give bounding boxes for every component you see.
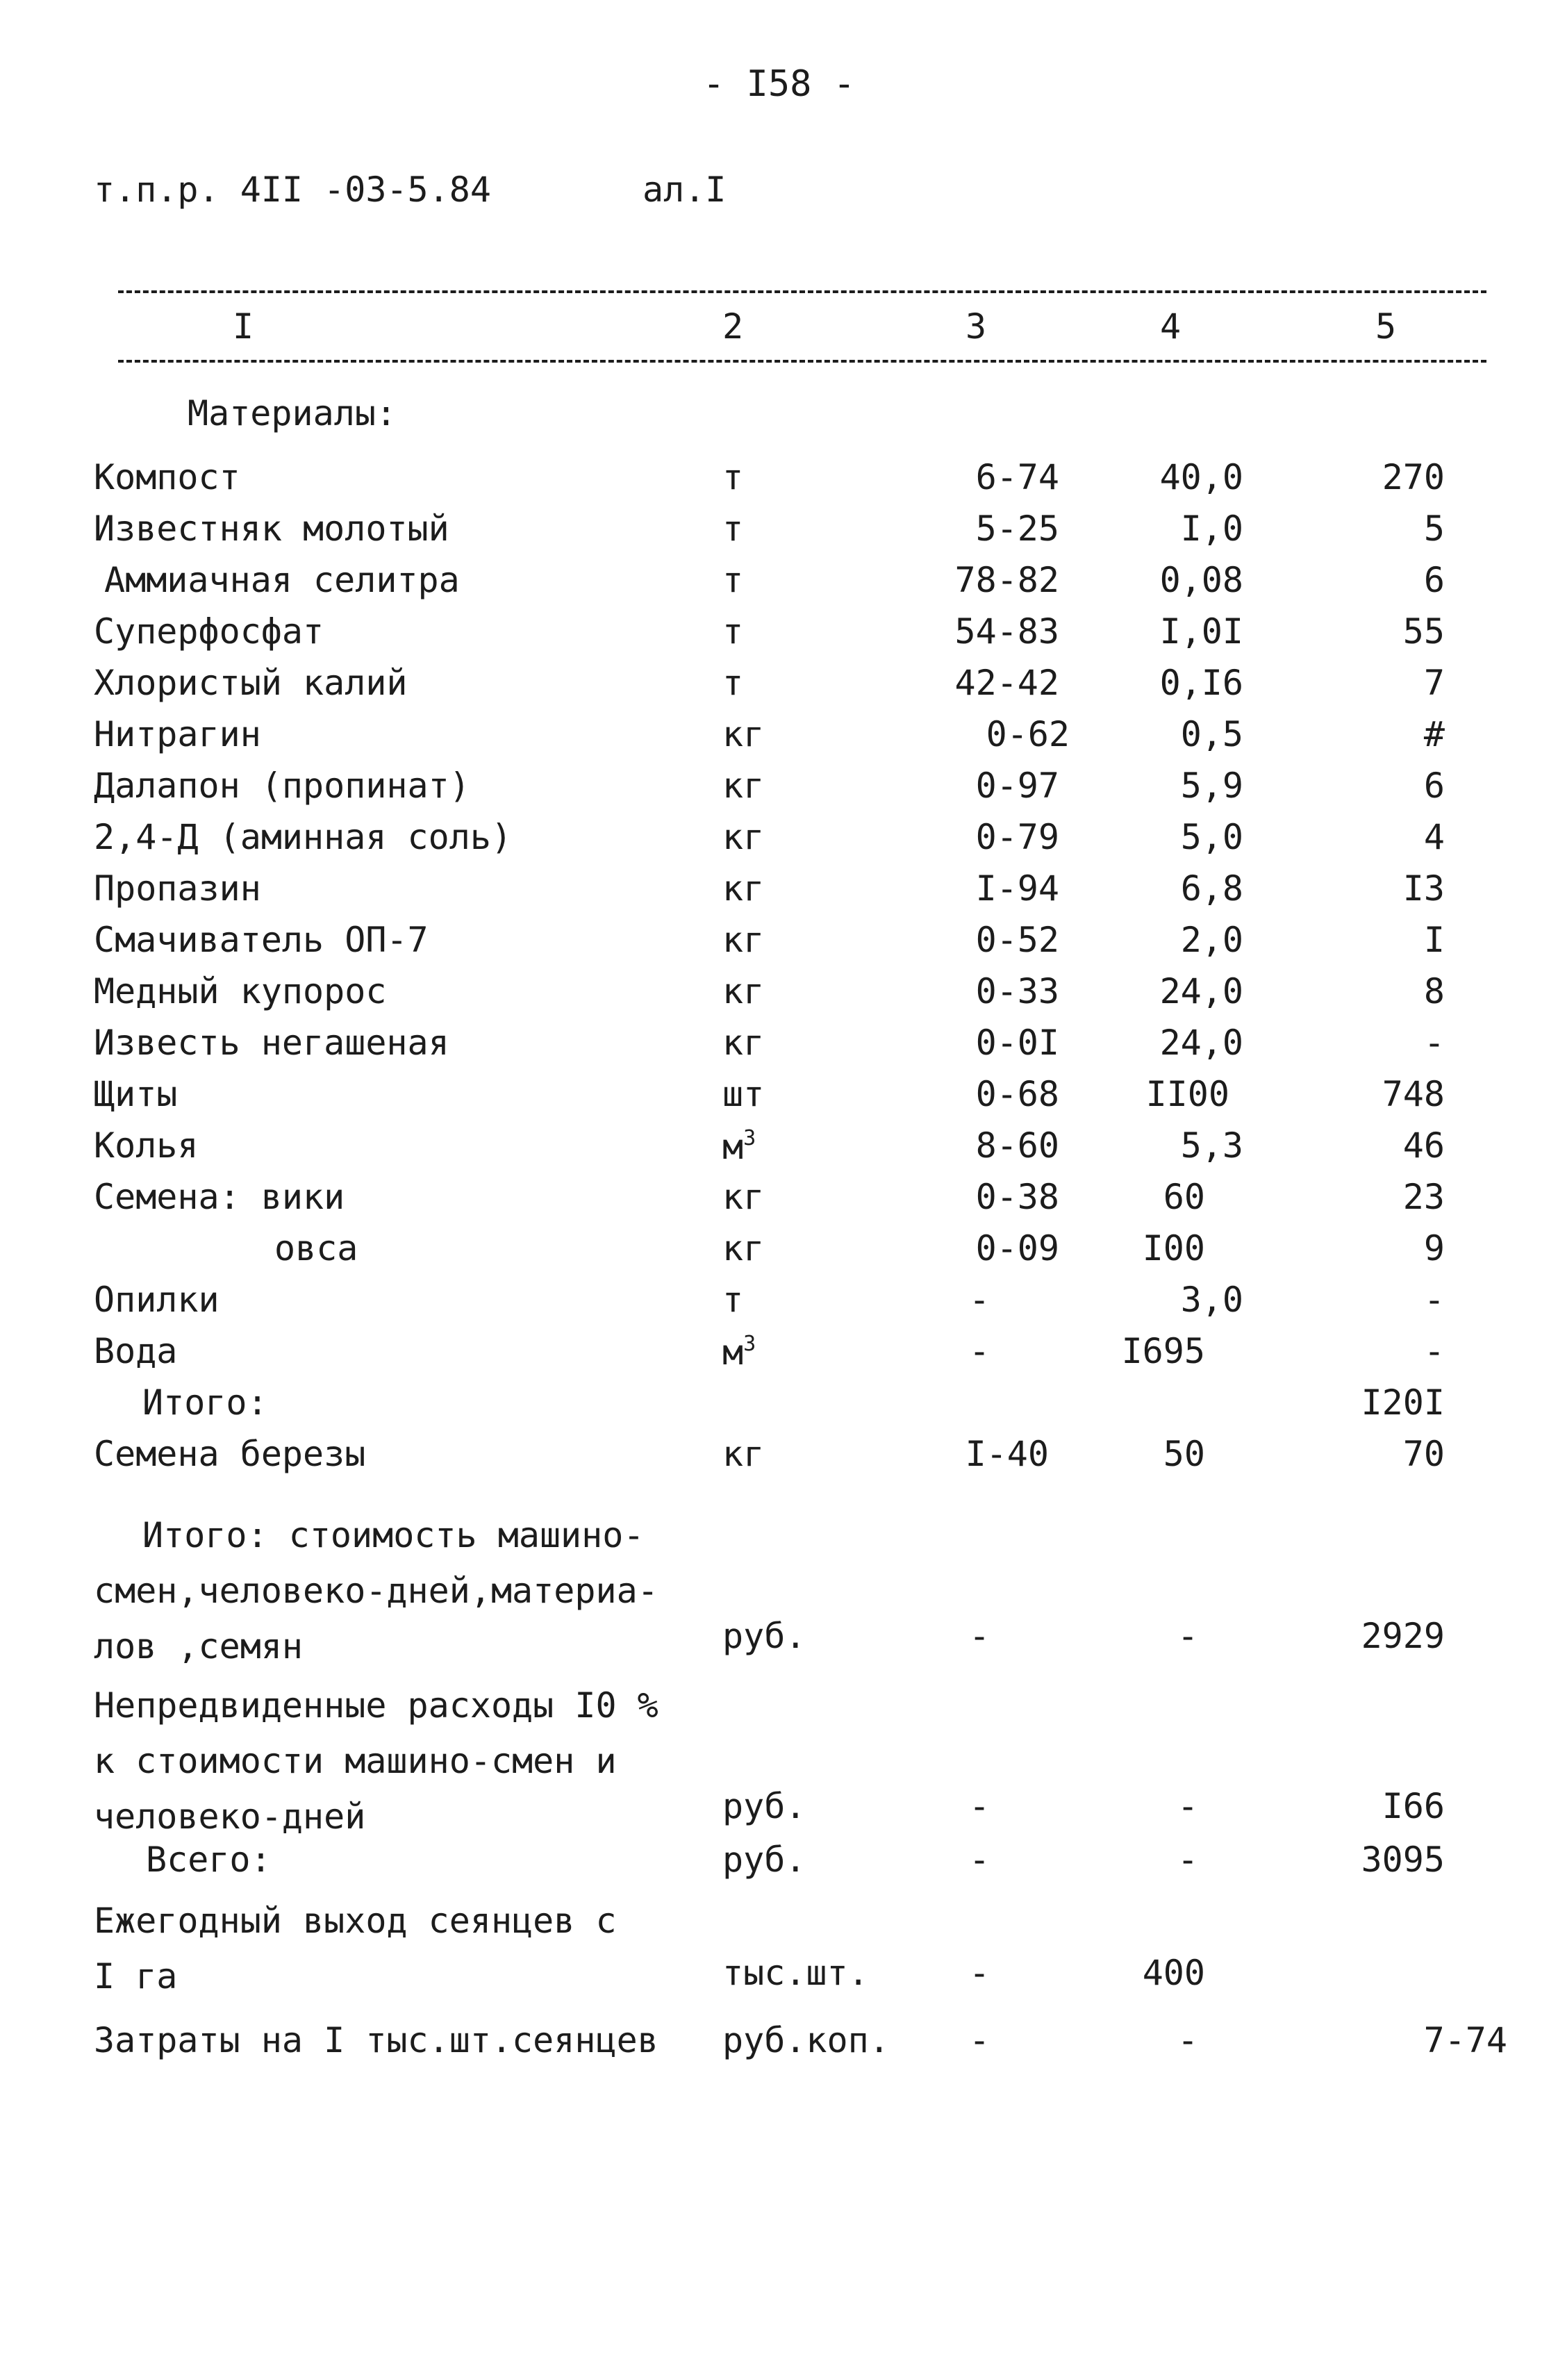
total-unit: тыс.шт.	[722, 1953, 869, 1993]
price-value: I-94	[975, 868, 1059, 909]
yield-label	[94, 1893, 617, 2004]
quantity-value: 5,3	[1180, 1125, 1243, 1166]
material-name: Опилки	[94, 1280, 219, 1320]
material-name: Вода	[94, 1331, 178, 1371]
quantity-value: 24,0	[1159, 1023, 1243, 1063]
material-name: Смачиватель ОП-7	[94, 920, 429, 960]
label-line: человеко-дней	[94, 1796, 366, 1837]
material-unit: кг	[722, 766, 765, 806]
material-unit: т	[722, 509, 744, 549]
column-header-2: 2	[722, 306, 744, 347]
table-top-rule	[118, 290, 1486, 293]
material-name: 2,4-Д (аминная соль)	[94, 817, 513, 857]
material-name: Колья	[94, 1125, 199, 1166]
unit-exponent: 3	[743, 1332, 756, 1356]
quantity-value: 5,9	[1180, 766, 1243, 806]
price-value: -	[968, 1953, 991, 1993]
price-value: 0-0I	[975, 1023, 1059, 1063]
quantity-value: 40,0	[1159, 457, 1243, 497]
unit-base: м	[722, 1332, 744, 1373]
page-number: - I58 -	[702, 63, 856, 105]
material-unit: кг	[722, 971, 765, 1011]
material-name: Аммиачная селитра	[104, 560, 460, 600]
total-unit: руб.	[722, 1840, 806, 1880]
material-unit: кг	[722, 868, 765, 909]
label-line: Непредвиденные расходы I0 %	[94, 1685, 658, 1726]
subtotal-label: Итого:	[142, 1382, 268, 1423]
label-line: лов ,семян	[94, 1626, 304, 1667]
cost-value: 6	[1423, 766, 1445, 806]
price-value: -	[968, 2020, 991, 2060]
quantity-value: I,0I	[1159, 611, 1243, 652]
price-value: I-40	[965, 1434, 1049, 1474]
column-header-3: 3	[965, 306, 987, 347]
material-unit: кг	[722, 714, 765, 754]
contingency-label	[94, 1678, 658, 1844]
cost-value: 8	[1423, 971, 1445, 1011]
total-label	[94, 1507, 658, 1674]
cost-value: I20I	[1361, 1382, 1445, 1423]
cost-value: 23	[1402, 1177, 1445, 1217]
material-name: Компост	[94, 457, 240, 497]
cost-value: I66	[1382, 1786, 1445, 1826]
material-name: Известь негашеная	[94, 1023, 449, 1063]
material-unit: т	[722, 611, 744, 652]
quantity-value: 24,0	[1159, 971, 1243, 1011]
cost-value: 2929	[1361, 1616, 1445, 1656]
cost-value: 7-74	[1423, 2020, 1507, 2060]
price-value: 0-33	[975, 971, 1059, 1011]
price-value: 0-79	[975, 817, 1059, 857]
quantity-value: 60	[1163, 1177, 1205, 1217]
total-unit: руб.коп.	[722, 2020, 890, 2060]
material-unit: кг	[722, 1434, 765, 1474]
material-name: Пропазин	[94, 868, 261, 909]
quantity-value: -	[1177, 1616, 1199, 1656]
price-value: 6-74	[975, 457, 1059, 497]
material-unit: т	[722, 457, 744, 497]
cost-value: 9	[1423, 1228, 1445, 1268]
material-unit: шт	[722, 1074, 765, 1114]
label-line: к стоимости машино-смен и	[94, 1741, 617, 1781]
material-name: Семена: вики	[94, 1177, 345, 1217]
material-unit	[722, 1126, 756, 1167]
cost-value: -	[1423, 1023, 1445, 1063]
cost-value: 3095	[1361, 1840, 1445, 1880]
section-title: Материалы:	[188, 393, 397, 433]
cost-value: 270	[1382, 457, 1445, 497]
quantity-value: 3,0	[1180, 1280, 1243, 1320]
quantity-value: 400	[1142, 1953, 1205, 1993]
material-name: Щиты	[94, 1074, 178, 1114]
cost-value: #	[1423, 714, 1445, 754]
quantity-value: -	[1177, 1840, 1199, 1880]
price-value: 0-38	[975, 1177, 1059, 1217]
cost-value: 6	[1423, 560, 1445, 600]
price-value: 42-42	[954, 663, 1059, 703]
material-name: Медный купорос	[94, 971, 387, 1011]
price-value: 0-09	[975, 1228, 1059, 1268]
cost-value: -	[1423, 1280, 1445, 1320]
material-name: Суперфосфат	[94, 611, 324, 652]
price-value: 0-68	[975, 1074, 1059, 1114]
material-unit: т	[722, 1280, 744, 1320]
grand-total-label: Всего:	[146, 1840, 272, 1880]
price-value: 0-62	[986, 714, 1070, 754]
quantity-value: 0,08	[1159, 560, 1243, 600]
price-value: -	[968, 1786, 991, 1826]
price-value: -	[968, 1280, 991, 1320]
cost-per-thousand-label: Затраты на I тыс.шт.сеянцев	[94, 2020, 658, 2060]
label-line: Ежегодный выход сеянцев с	[94, 1901, 617, 1941]
total-unit: руб.	[722, 1786, 806, 1826]
material-unit: кг	[722, 920, 765, 960]
cost-value: I3	[1402, 868, 1445, 909]
quantity-value: II00	[1145, 1074, 1229, 1114]
quantity-value: -	[1177, 1786, 1199, 1826]
cost-value: 5	[1423, 509, 1445, 549]
quantity-value: 0,I6	[1159, 663, 1243, 703]
total-unit: руб.	[722, 1616, 806, 1656]
material-name: Известняк молотый	[94, 509, 449, 549]
material-unit: кг	[722, 817, 765, 857]
cost-value: 4	[1423, 817, 1445, 857]
price-value: -	[968, 1840, 991, 1880]
material-name: Хлористый калий	[94, 663, 408, 703]
price-value: 78-82	[954, 560, 1059, 600]
material-name: Далапон (пропинат)	[94, 766, 470, 806]
document-reference: т.п.р. 4II -03-5.84	[94, 170, 491, 210]
material-unit	[722, 1332, 756, 1373]
column-header-4: 4	[1159, 306, 1182, 347]
quantity-value: 0,5	[1180, 714, 1243, 754]
price-value: 54-83	[954, 611, 1059, 652]
cost-value: 748	[1382, 1074, 1445, 1114]
cost-value: 55	[1402, 611, 1445, 652]
label-line: смен,человеко-дней,материа-	[94, 1571, 658, 1611]
material-unit: кг	[722, 1177, 765, 1217]
quantity-value: -	[1177, 2020, 1199, 2060]
album-label: ал.I	[643, 170, 727, 210]
label-line: I га	[94, 1956, 178, 1997]
material-unit: т	[722, 663, 744, 703]
cost-value: -	[1423, 1331, 1445, 1371]
quantity-value: 5,0	[1180, 817, 1243, 857]
material-unit: кг	[722, 1228, 765, 1268]
quantity-value: I,0	[1180, 509, 1243, 549]
cost-value: I	[1423, 920, 1445, 960]
material-name: овса	[274, 1228, 358, 1268]
price-value: 8-60	[975, 1125, 1059, 1166]
unit-exponent: 3	[743, 1126, 756, 1150]
price-value: -	[968, 1331, 991, 1371]
price-value: 0-97	[975, 766, 1059, 806]
column-header-1: I	[232, 306, 254, 347]
material-unit: кг	[722, 1023, 765, 1063]
price-value: -	[968, 1616, 991, 1656]
quantity-value: 6,8	[1180, 868, 1243, 909]
table-header-rule	[118, 360, 1486, 363]
cost-value: 7	[1423, 663, 1445, 703]
price-value: 0-52	[975, 920, 1059, 960]
quantity-value: 50	[1163, 1434, 1205, 1474]
price-value: 5-25	[975, 509, 1059, 549]
cost-value: 70	[1402, 1434, 1445, 1474]
quantity-value: I00	[1142, 1228, 1205, 1268]
material-unit: т	[722, 560, 744, 600]
label-line: Итого: стоимость машино-	[142, 1515, 645, 1555]
material-name: Нитрагин	[94, 714, 261, 754]
quantity-value: 2,0	[1180, 920, 1243, 960]
material-name: Семена березы	[94, 1434, 366, 1474]
column-header-5: 5	[1375, 306, 1397, 347]
quantity-value: I695	[1121, 1331, 1205, 1371]
cost-value: 46	[1402, 1125, 1445, 1166]
unit-base: м	[722, 1127, 744, 1167]
